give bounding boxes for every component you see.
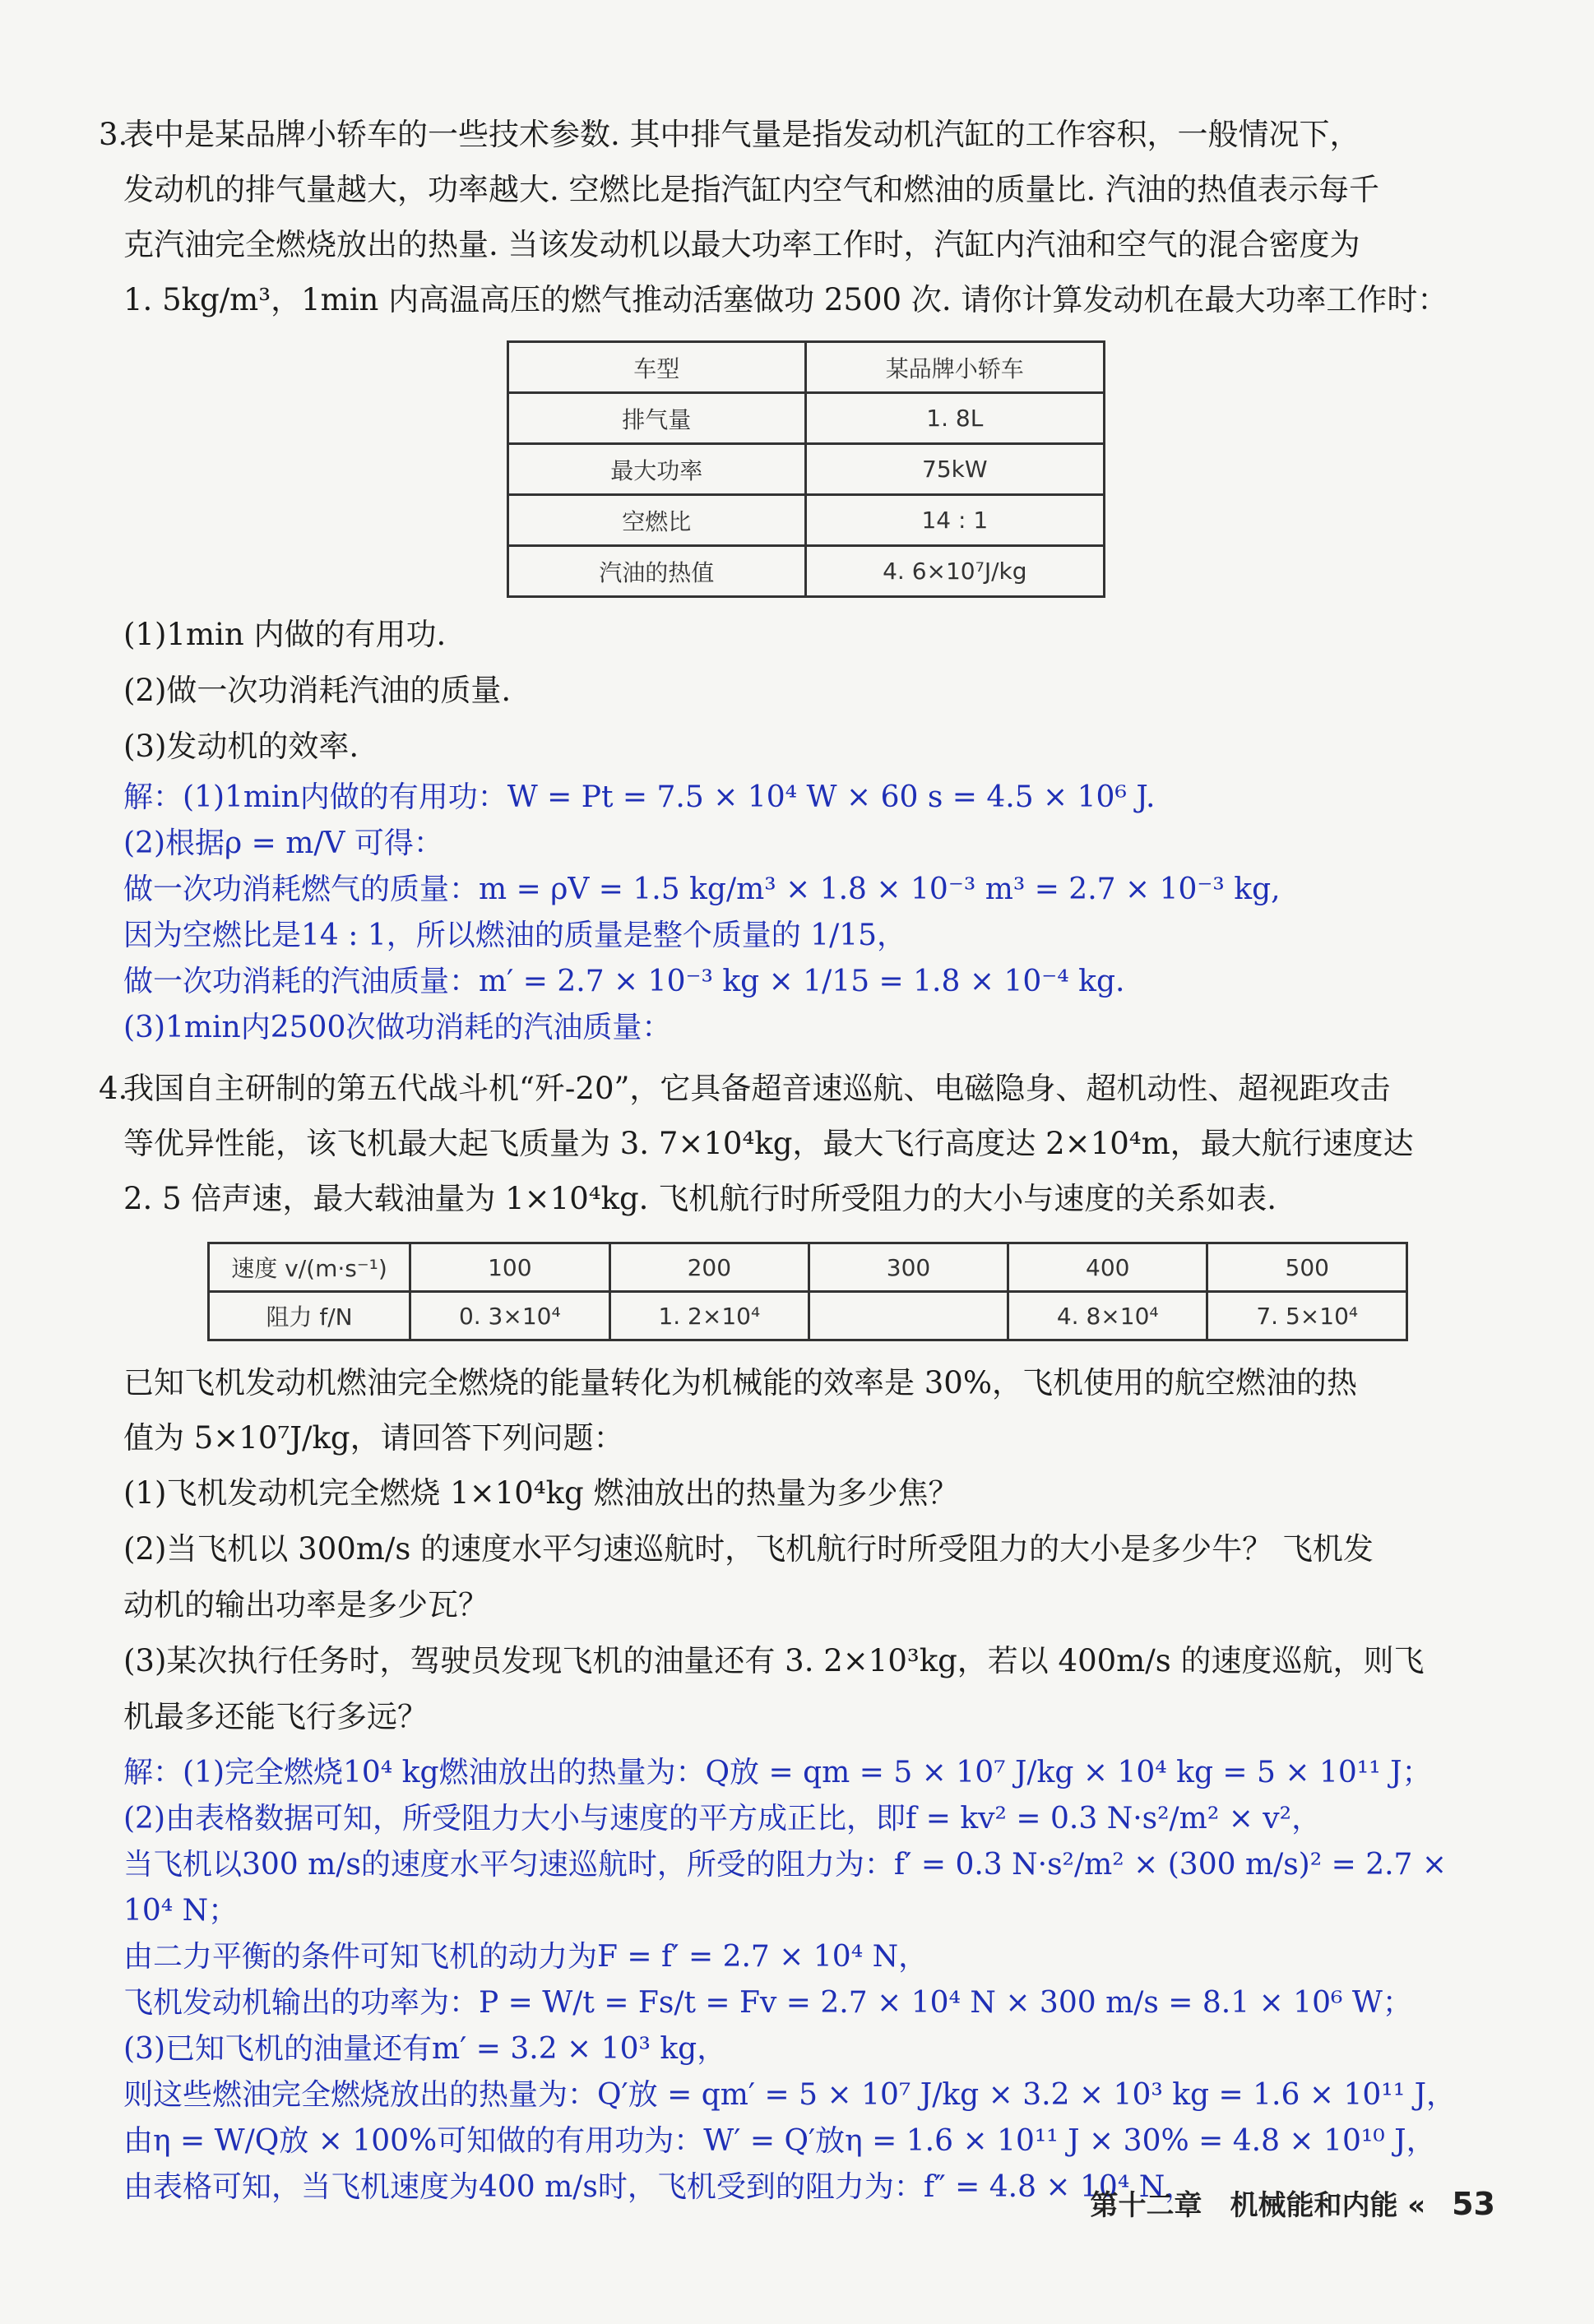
table-cell: 100 — [410, 1243, 610, 1292]
table-row — [508, 342, 1105, 393]
answer-line: 则这些燃油完全燃烧放出的热量为：Q′放 = qm′ = 5 × 10⁷ J/kg × 3.2 × 10³ kg = 1.6 × 10¹¹ J， — [123, 2078, 1457, 2112]
q4-line: 值为 5×10⁷J/kg，请回答下列问题： — [123, 1420, 624, 1456]
question-number: 4. — [99, 1071, 128, 1106]
q4-speed-drag-table — [207, 1242, 1408, 1341]
table-cell: 7. 5×10⁴ — [1207, 1292, 1407, 1340]
q3-line: 克汽油完全燃烧放出的热量. 当该发动机以最大功率工作时，汽缸内汽油和空气的混合密度为 — [123, 227, 1360, 262]
page-number: 53 — [1452, 2186, 1495, 2222]
q3-line: 1. 5kg/m³，1min 内高温高压的燃气推动活塞做功 2500 次. 请你计算发动机在最大功率工作时： — [123, 282, 1448, 317]
answer-line: (3)1min内2500次做功消耗的汽油质量： — [123, 1011, 672, 1044]
question-3 — [99, 107, 1472, 327]
q4-sub-3: (3)某次执行任务时，驾驶员发现飞机的油量还有 3. 2×10³kg，若以 400m/s 的速度巡航，则飞 — [123, 1643, 1425, 1678]
table-cell: 500 — [1207, 1243, 1407, 1292]
answer-line: (2)由表格数据可知，所受阻力大小与速度的平方成正比，即f = kv² = 0.3 N·s²/m² × v²， — [123, 1802, 1322, 1836]
q3-sub-2: (2)做一次功消耗汽油的质量. — [123, 673, 512, 708]
answer-line: 飞机发动机输出的功率为：P = W/t = Fs/t = Fv = 2.7 × 10⁴ N × 300 m/s = 8.1 × 10⁶ W； — [123, 1986, 1412, 2020]
table-cell: 某品牌小轿车 — [805, 342, 1104, 393]
answer-line: (3)已知飞机的油量还有m′ = 3.2 × 10³ kg， — [123, 2032, 727, 2066]
answer-line: 解：(1)完全燃烧10⁴ kg燃油放出的热量为：Q放 = qm = 5 × 10⁷ J/kg × 10⁴ kg = 5 × 10¹¹ J； — [123, 1756, 1432, 1789]
table-cell: 排气量 — [508, 393, 806, 444]
answer-line: (2)根据ρ = m/V 可得： — [123, 826, 443, 860]
table-row — [508, 495, 1105, 546]
q3-answer — [123, 775, 1472, 1051]
page-footer — [1090, 2183, 1495, 2223]
answer-line: 由表格可知，当飞机速度为400 m/s时，飞机受到的阻力为：f″ = 4.8 × 10⁴ N， — [123, 2170, 1195, 2204]
q4-answer — [123, 1750, 1472, 2211]
q4-sub-1: (1)飞机发动机完全燃烧 1×10⁴kg 燃油放出的热量为多少焦？ — [123, 1475, 959, 1511]
table-row — [508, 444, 1105, 495]
answer-line: 10⁴ N； — [123, 1894, 239, 1928]
q3-line: 发动机的排气量越大，功率越大. 空燃比是指汽缸内空气和燃油的质量比. 汽油的热值表示每千 — [123, 172, 1380, 207]
table-cell — [809, 1292, 1008, 1340]
q4-sub-2: (2)当飞机以 300m/s 的速度水平匀速巡航时，飞机航行时所受阻力的大小是多少牛？ 飞机发 — [123, 1531, 1374, 1567]
table-cell: 4. 8×10⁴ — [1008, 1292, 1207, 1340]
answer-line: 由二力平衡的条件可知飞机的动力为F = f′ = 2.7 × 10⁴ N， — [123, 1940, 929, 1974]
table-row — [508, 393, 1105, 444]
q3-line: 表中是某品牌小轿车的一些技术参数. 其中排气量是指发动机汽缸的工作容积，一般情况下， — [123, 117, 1360, 152]
q3-sub-1: (1)1min 内做的有用功. — [123, 617, 447, 652]
table-cell: 汽油的热值 — [508, 546, 806, 597]
table-cell: 14 : 1 — [805, 495, 1104, 546]
q4-line: 等优异性能，该飞机最大起飞质量为 3. 7×10⁴kg，最大飞行高度达 2×10⁴m，最大航行速度达 — [123, 1126, 1414, 1161]
question-4 — [99, 1061, 1472, 1226]
table-cell: 0. 3×10⁴ — [410, 1292, 610, 1340]
q3-sub-3: (3)发动机的效率. — [123, 729, 359, 764]
table-cell: 4. 6×10⁷J/kg — [805, 546, 1104, 597]
table-cell: 300 — [809, 1243, 1008, 1292]
answer-line: 做一次功消耗燃气的质量：m = ρV = 1.5 kg/m³ × 1.8 × 10⁻³ m³ = 2.7 × 10⁻³ kg, — [123, 873, 1281, 906]
table-cell: 1. 8L — [805, 393, 1104, 444]
answer-line: 因为空燃比是14 : 1，所以燃油的质量是整个质量的 1/15， — [123, 919, 907, 952]
table-cell: 1. 2×10⁴ — [609, 1292, 809, 1340]
answer-line: 当飞机以300 m/s的速度水平匀速巡航时，所受的阻力为：f′ = 0.3 N·s²/m² × (300 m/s)² = 2.7 × — [123, 1848, 1448, 1882]
q4-line: 已知飞机发动机燃油完全燃烧的能量转化为机械能的效率是 30%，飞机使用的航空燃油的热 — [123, 1365, 1357, 1400]
q4-sub-2-cont: 动机的输出功率是多少瓦？ — [123, 1587, 489, 1623]
table-cell: 空燃比 — [508, 495, 806, 546]
table-cell: 400 — [1008, 1243, 1207, 1292]
table-cell: 200 — [609, 1243, 809, 1292]
q4-line: 我国自主研制的第五代战斗机“歼-20”，它具备超音速巡航、电磁隐身、超机动性、超视距攻击 — [123, 1071, 1391, 1106]
chapter-title: 第十二章 机械能和内能 « — [1090, 2189, 1426, 2222]
answer-line: 解：(1)1min内做的有用功：W = Pt = 7.5 × 10⁴ W × 60 s = 4.5 × 10⁶ J. — [123, 780, 1156, 814]
table-cell: 75kW — [805, 444, 1104, 495]
table-cell: 车型 — [508, 342, 806, 393]
table-cell: 最大功率 — [508, 444, 806, 495]
table-row — [209, 1292, 1407, 1340]
q4-sub-3-cont: 机最多还能飞行多远？ — [123, 1699, 428, 1734]
table-cell: 速度 v/(m·s⁻¹) — [209, 1243, 410, 1292]
q4-body — [123, 1355, 1472, 1745]
q3-subquestions — [123, 607, 1472, 775]
table-row — [209, 1243, 1407, 1292]
table-row — [508, 546, 1105, 597]
answer-line: 由η = W/Q放 × 100%可知做的有用功为：W′ = Q′放η = 1.6 × 10¹¹ J × 30% = 4.8 × 10¹⁰ J， — [123, 2124, 1436, 2158]
table-cell: 阻力 f/N — [209, 1292, 410, 1340]
answer-line: 做一次功消耗的汽油质量：m′ = 2.7 × 10⁻³ kg × 1/15 = 1.8 × 10⁻⁴ kg. — [123, 965, 1125, 998]
q4-line: 2. 5 倍声速，最大载油量为 1×10⁴kg. 飞机航行时所受阻力的大小与速度的关系如表. — [123, 1181, 1277, 1216]
question-number: 3. — [99, 117, 128, 152]
q3-parameter-table — [507, 340, 1105, 598]
